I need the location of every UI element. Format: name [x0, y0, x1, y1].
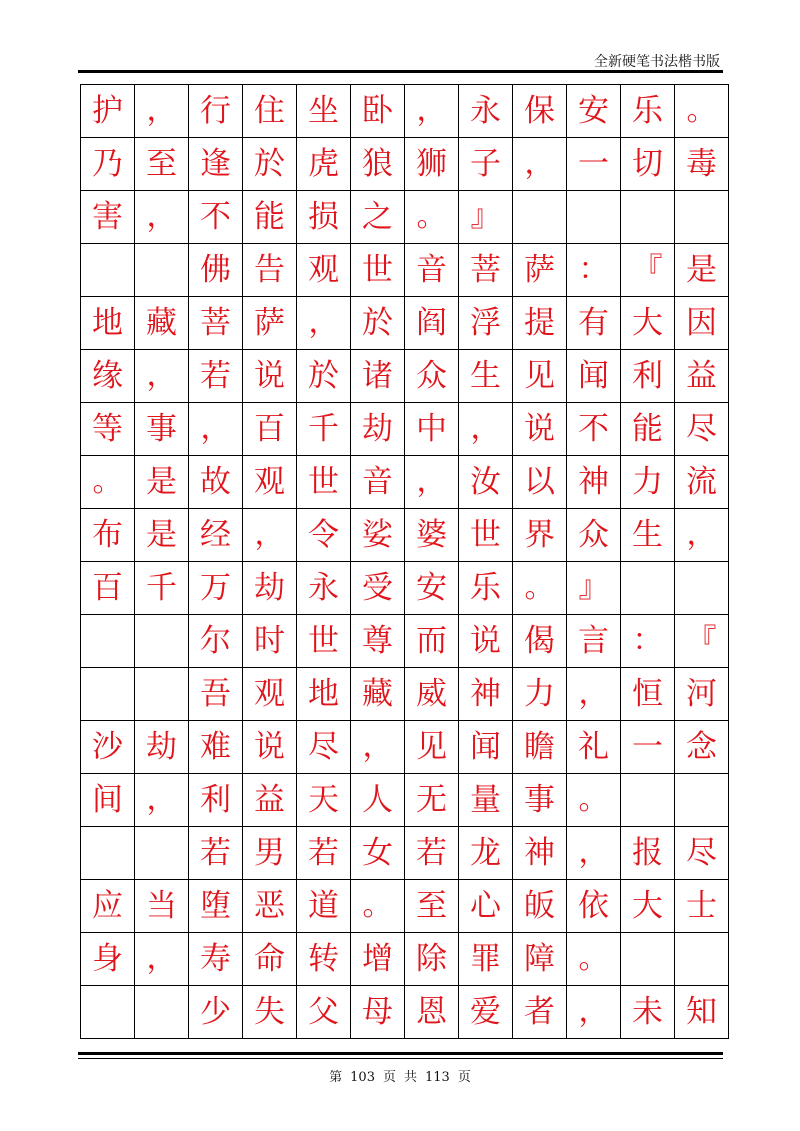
grid-row [81, 721, 729, 774]
grid-cell: 『 [675, 615, 729, 668]
grid-cell: 音 [405, 244, 459, 297]
grid-cell: 知 [675, 986, 729, 1039]
grid-cell: 见 [513, 350, 567, 403]
grid-cell: 萨 [243, 297, 297, 350]
grid-row [81, 244, 729, 297]
grid-row [81, 880, 729, 933]
grid-cell: 报 [621, 827, 675, 880]
grid-cell: 逢 [189, 138, 243, 191]
grid-cell: 当 [135, 880, 189, 933]
grid-cell [621, 191, 675, 244]
grid-cell: 百 [243, 403, 297, 456]
grid-cell: 龙 [459, 827, 513, 880]
grid-cell: 念 [675, 721, 729, 774]
grid-cell: 。 [513, 562, 567, 615]
grid-cell: ， [567, 827, 621, 880]
grid-cell: 娑 [351, 509, 405, 562]
grid-cell: 恩 [405, 986, 459, 1039]
grid-cell: 缘 [81, 350, 135, 403]
grid-cell: 汝 [459, 456, 513, 509]
grid-cell: 无 [405, 774, 459, 827]
grid-cell: 毒 [675, 138, 729, 191]
grid-cell [81, 668, 135, 721]
grid-row [81, 774, 729, 827]
grid-cell: 间 [81, 774, 135, 827]
grid-cell: 世 [297, 615, 351, 668]
grid-cell: 观 [243, 456, 297, 509]
grid-cell: 菩 [189, 297, 243, 350]
grid-cell: 失 [243, 986, 297, 1039]
grid-cell: 狮 [405, 138, 459, 191]
grid-cell: 转 [297, 933, 351, 986]
grid-cell: 世 [351, 244, 405, 297]
grid-cell: 地 [81, 297, 135, 350]
grid-cell: 增 [351, 933, 405, 986]
grid-cell: ： [567, 244, 621, 297]
grid-cell: 受 [351, 562, 405, 615]
grid-cell: ， [675, 509, 729, 562]
grid-cell: 寿 [189, 933, 243, 986]
grid-cell: 道 [297, 880, 351, 933]
grid-cell: 说 [459, 615, 513, 668]
page-footer [0, 1066, 800, 1085]
grid-row [81, 986, 729, 1039]
grid-cell: 住 [243, 85, 297, 138]
grid-cell: 大 [621, 297, 675, 350]
grid-cell: 能 [243, 191, 297, 244]
grid-cell: 而 [405, 615, 459, 668]
grid-cell [135, 615, 189, 668]
grid-cell: ， [351, 721, 405, 774]
grid-cell: 不 [189, 191, 243, 244]
grid-cell: 劫 [243, 562, 297, 615]
grid-cell: 至 [405, 880, 459, 933]
grid-cell [513, 191, 567, 244]
grid-cell [621, 562, 675, 615]
grid-cell: 虎 [297, 138, 351, 191]
header-title: 全新硬笔书法楷书版 [594, 54, 720, 70]
grid-row [81, 615, 729, 668]
grid-cell: 故 [189, 456, 243, 509]
grid-cell: 於 [351, 297, 405, 350]
grid-cell: 。 [81, 456, 135, 509]
grid-cell [81, 244, 135, 297]
grid-cell: 生 [459, 350, 513, 403]
grid-cell: 堕 [189, 880, 243, 933]
grid-cell: 力 [513, 668, 567, 721]
grid-row [81, 562, 729, 615]
grid-cell: 音 [351, 456, 405, 509]
grid-cell: ， [297, 297, 351, 350]
grid-cell: 经 [189, 509, 243, 562]
grid-cell: 以 [513, 456, 567, 509]
grid-cell: 藏 [351, 668, 405, 721]
grid-cell: ， [405, 85, 459, 138]
grid-cell: ， [243, 509, 297, 562]
grid-cell: 劫 [135, 721, 189, 774]
grid-cell: 永 [459, 85, 513, 138]
grid-cell: 。 [675, 85, 729, 138]
grid-cell: 佛 [189, 244, 243, 297]
grid-cell: 浮 [459, 297, 513, 350]
grid-cell [567, 191, 621, 244]
grid-cell: 乐 [459, 562, 513, 615]
grid-cell: 父 [297, 986, 351, 1039]
grid-row [81, 403, 729, 456]
grid-cell: 益 [675, 350, 729, 403]
grid-cell: 。 [405, 191, 459, 244]
grid-cell: 不 [567, 403, 621, 456]
grid-cell: 母 [351, 986, 405, 1039]
grid-cell [135, 244, 189, 297]
grid-cell: 尽 [675, 827, 729, 880]
grid-cell: 子 [459, 138, 513, 191]
grid-cell: 令 [297, 509, 351, 562]
grid-cell: 除 [405, 933, 459, 986]
grid-row [81, 456, 729, 509]
grid-row [81, 350, 729, 403]
grid-cell: 』 [567, 562, 621, 615]
grid-cell: 世 [297, 456, 351, 509]
grid-cell: 身 [81, 933, 135, 986]
grid-cell: 行 [189, 85, 243, 138]
grid-cell: 。 [567, 774, 621, 827]
grid-row [81, 297, 729, 350]
grid-cell: 少 [189, 986, 243, 1039]
grid-cell: ， [135, 85, 189, 138]
grid-row [81, 191, 729, 244]
grid-cell: 利 [621, 350, 675, 403]
grid-cell: 时 [243, 615, 297, 668]
grid-cell: 观 [243, 668, 297, 721]
grid-cell: 永 [297, 562, 351, 615]
grid-cell: ， [567, 986, 621, 1039]
grid-cell [81, 827, 135, 880]
grid-cell [81, 615, 135, 668]
grid-cell: 若 [297, 827, 351, 880]
grid-cell: ， [135, 191, 189, 244]
grid-cell: ： [621, 615, 675, 668]
grid-cell: 益 [243, 774, 297, 827]
grid-cell: 萨 [513, 244, 567, 297]
grid-cell: 若 [405, 827, 459, 880]
grid-cell: 因 [675, 297, 729, 350]
grid-cell: 之 [351, 191, 405, 244]
grid-cell [135, 986, 189, 1039]
grid-cell: 切 [621, 138, 675, 191]
grid-cell: 婆 [405, 509, 459, 562]
grid-cell: 闻 [459, 721, 513, 774]
grid-cell: 流 [675, 456, 729, 509]
grid-cell: 大 [621, 880, 675, 933]
grid-cell: 吾 [189, 668, 243, 721]
grid-cell: 尔 [189, 615, 243, 668]
grid-cell: 罪 [459, 933, 513, 986]
grid-cell: 尽 [675, 403, 729, 456]
grid-cell: 』 [459, 191, 513, 244]
grid-cell [81, 986, 135, 1039]
grid-cell: 若 [189, 350, 243, 403]
grid-cell: 生 [621, 509, 675, 562]
footer-suffix: 页 [457, 1070, 471, 1085]
grid-cell: 女 [351, 827, 405, 880]
grid-cell: 损 [297, 191, 351, 244]
grid-cell: 一 [621, 721, 675, 774]
grid-cell: 若 [189, 827, 243, 880]
grid-cell [135, 668, 189, 721]
header-rule [78, 70, 723, 73]
grid-cell: 百 [81, 562, 135, 615]
grid-cell: 河 [675, 668, 729, 721]
grid-cell: 乃 [81, 138, 135, 191]
grid-cell: 男 [243, 827, 297, 880]
grid-cell: 保 [513, 85, 567, 138]
grid-cell: 量 [459, 774, 513, 827]
grid-cell: 卧 [351, 85, 405, 138]
footer-prefix: 第 [329, 1070, 343, 1085]
grid-cell: 瞻 [513, 721, 567, 774]
grid-cell: ， [405, 456, 459, 509]
grid-cell: 利 [189, 774, 243, 827]
grid-cell: 神 [567, 456, 621, 509]
grid-cell: 应 [81, 880, 135, 933]
grid-cell: 士 [675, 880, 729, 933]
grid-cell: 界 [513, 509, 567, 562]
grid-cell: 神 [459, 668, 513, 721]
grid-cell: 至 [135, 138, 189, 191]
grid-cell: 。 [567, 933, 621, 986]
grid-cell [135, 827, 189, 880]
grid-cell: 藏 [135, 297, 189, 350]
grid-cell: 能 [621, 403, 675, 456]
grid-cell: 世 [459, 509, 513, 562]
grid-cell: 坐 [297, 85, 351, 138]
grid-cell: ， [135, 774, 189, 827]
grid-cell: ， [189, 403, 243, 456]
grid-cell: 是 [135, 456, 189, 509]
grid-row [81, 827, 729, 880]
grid-cell: 千 [135, 562, 189, 615]
grid-cell [621, 933, 675, 986]
grid-cell: 说 [243, 721, 297, 774]
grid-cell: ， [567, 668, 621, 721]
grid-cell: 有 [567, 297, 621, 350]
grid-cell: 安 [405, 562, 459, 615]
grid-cell: 於 [243, 138, 297, 191]
grid-cell: 皈 [513, 880, 567, 933]
grid-cell [675, 562, 729, 615]
grid-cell: 安 [567, 85, 621, 138]
grid-cell: ， [459, 403, 513, 456]
grid-cell: ， [135, 350, 189, 403]
grid-row [81, 933, 729, 986]
grid-cell: 阎 [405, 297, 459, 350]
grid-cell: 爱 [459, 986, 513, 1039]
grid-cell: 力 [621, 456, 675, 509]
grid-cell: 千 [297, 403, 351, 456]
grid-cell: 难 [189, 721, 243, 774]
grid-cell: ， [513, 138, 567, 191]
grid-cell: 狼 [351, 138, 405, 191]
grid-cell: 一 [567, 138, 621, 191]
grid-cell: 是 [135, 509, 189, 562]
grid-cell: 等 [81, 403, 135, 456]
grid-cell: 提 [513, 297, 567, 350]
grid-cell: 菩 [459, 244, 513, 297]
grid-cell: 告 [243, 244, 297, 297]
grid-row [81, 85, 729, 138]
grid-cell [675, 191, 729, 244]
grid-cell [675, 774, 729, 827]
total-page-number: 113 [425, 1070, 450, 1085]
grid-cell [621, 774, 675, 827]
grid-cell: 说 [243, 350, 297, 403]
grid-cell: 劫 [351, 403, 405, 456]
grid-cell: 『 [621, 244, 675, 297]
grid-cell: 事 [135, 403, 189, 456]
grid-cell: 依 [567, 880, 621, 933]
writing-grid [80, 84, 729, 1039]
grid-cell: 天 [297, 774, 351, 827]
grid-cell: 心 [459, 880, 513, 933]
grid-cell: 布 [81, 509, 135, 562]
grid-cell: 偈 [513, 615, 567, 668]
grid-cell: 万 [189, 562, 243, 615]
footer-page-word: 页 [382, 1070, 396, 1085]
grid-row [81, 138, 729, 191]
grid-cell: 害 [81, 191, 135, 244]
grid-cell: 威 [405, 668, 459, 721]
grid-cell: 诸 [351, 350, 405, 403]
grid-cell: ， [135, 933, 189, 986]
grid-cell: 是 [675, 244, 729, 297]
grid-cell: 中 [405, 403, 459, 456]
grid-cell: 尊 [351, 615, 405, 668]
grid-row [81, 668, 729, 721]
grid-cell: 沙 [81, 721, 135, 774]
grid-cell: 乐 [621, 85, 675, 138]
grid-cell: 言 [567, 615, 621, 668]
footer-rule-thin [78, 1058, 723, 1059]
grid-cell: 见 [405, 721, 459, 774]
grid-cell: 恒 [621, 668, 675, 721]
grid-cell: 闻 [567, 350, 621, 403]
grid-cell: 众 [567, 509, 621, 562]
grid-cell: 地 [297, 668, 351, 721]
grid-cell: 人 [351, 774, 405, 827]
grid-cell: 护 [81, 85, 135, 138]
grid-cell: 於 [297, 350, 351, 403]
grid-cell: 尽 [297, 721, 351, 774]
grid-cell: 礼 [567, 721, 621, 774]
grid-cell: 者 [513, 986, 567, 1039]
grid-cell: 障 [513, 933, 567, 986]
current-page-number: 103 [350, 1070, 375, 1085]
grid-row [81, 509, 729, 562]
grid-cell: 。 [351, 880, 405, 933]
grid-cell: 众 [405, 350, 459, 403]
footer-rule-thick [78, 1052, 723, 1055]
grid-cell: 说 [513, 403, 567, 456]
grid-cell: 神 [513, 827, 567, 880]
grid-cell: 未 [621, 986, 675, 1039]
grid-cell [675, 933, 729, 986]
grid-cell: 观 [297, 244, 351, 297]
grid-cell: 恶 [243, 880, 297, 933]
footer-total-word: 共 [404, 1070, 418, 1085]
grid-cell: 事 [513, 774, 567, 827]
grid-cell: 命 [243, 933, 297, 986]
